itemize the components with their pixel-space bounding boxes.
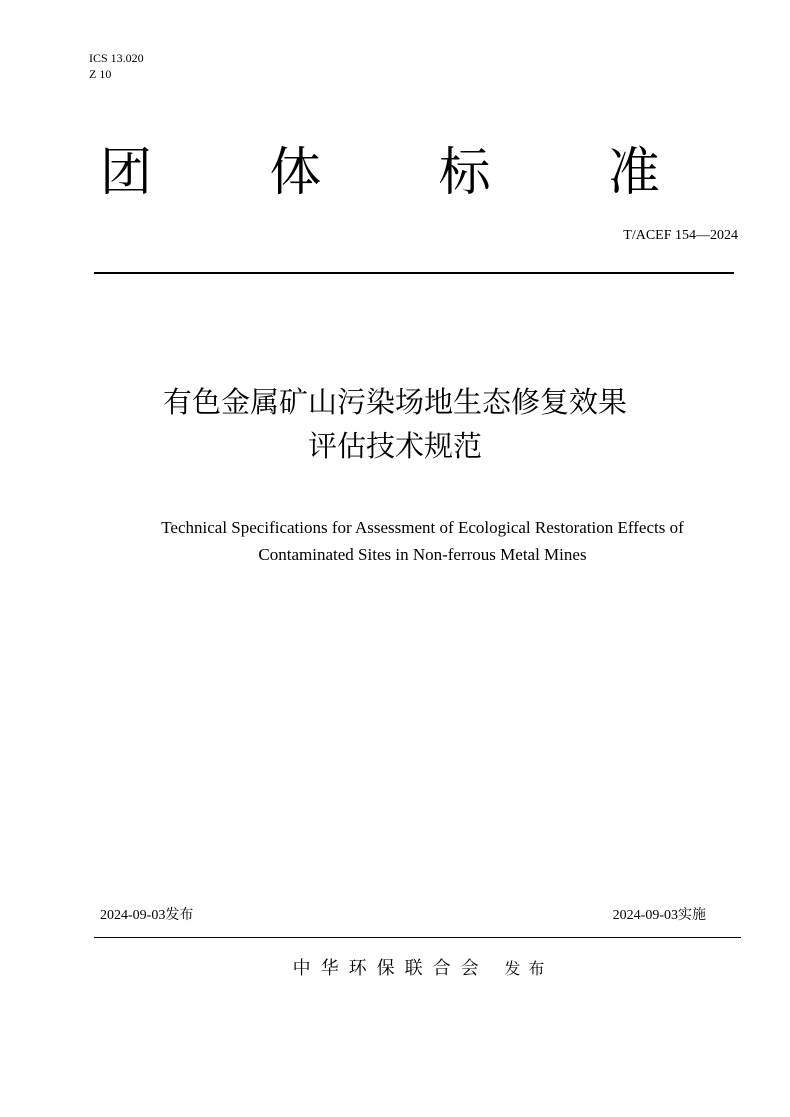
standard-type-heading	[100, 138, 660, 208]
ccs-code: Z 10	[89, 67, 112, 81]
standard-type-char-2: 体	[269, 143, 322, 203]
issue-date: 2024-09-03发布	[100, 908, 194, 923]
standard-type-char-1: 团	[100, 143, 153, 203]
publisher-verb: 发布	[504, 959, 553, 978]
english-title-line-1: Technical Specifications for Assessment of Ecological Restoration Effects of	[161, 518, 684, 537]
chinese-title	[0, 380, 790, 468]
english-title-line-2: Contaminated Sites in Non-ferrous Metal Mines	[258, 545, 587, 564]
top-divider	[94, 272, 734, 274]
publisher-line	[0, 955, 790, 983]
standard-type-char-4: 准	[607, 143, 660, 203]
standard-number: T/ACEF 154—2024	[623, 228, 738, 243]
chinese-title-line-1: 有色金属矿山污染场地生态修复效果	[162, 385, 627, 419]
english-title	[0, 514, 790, 568]
classification-codes	[89, 50, 144, 82]
publisher-organization: 中华环保联合会	[292, 958, 489, 979]
chinese-title-line-2: 评估技术规范	[307, 429, 482, 463]
ics-code: ICS 13.020	[89, 51, 144, 65]
bottom-divider	[94, 937, 741, 938]
implementation-date: 2024-09-03实施	[612, 908, 706, 923]
standard-type-char-3: 标	[438, 143, 491, 203]
